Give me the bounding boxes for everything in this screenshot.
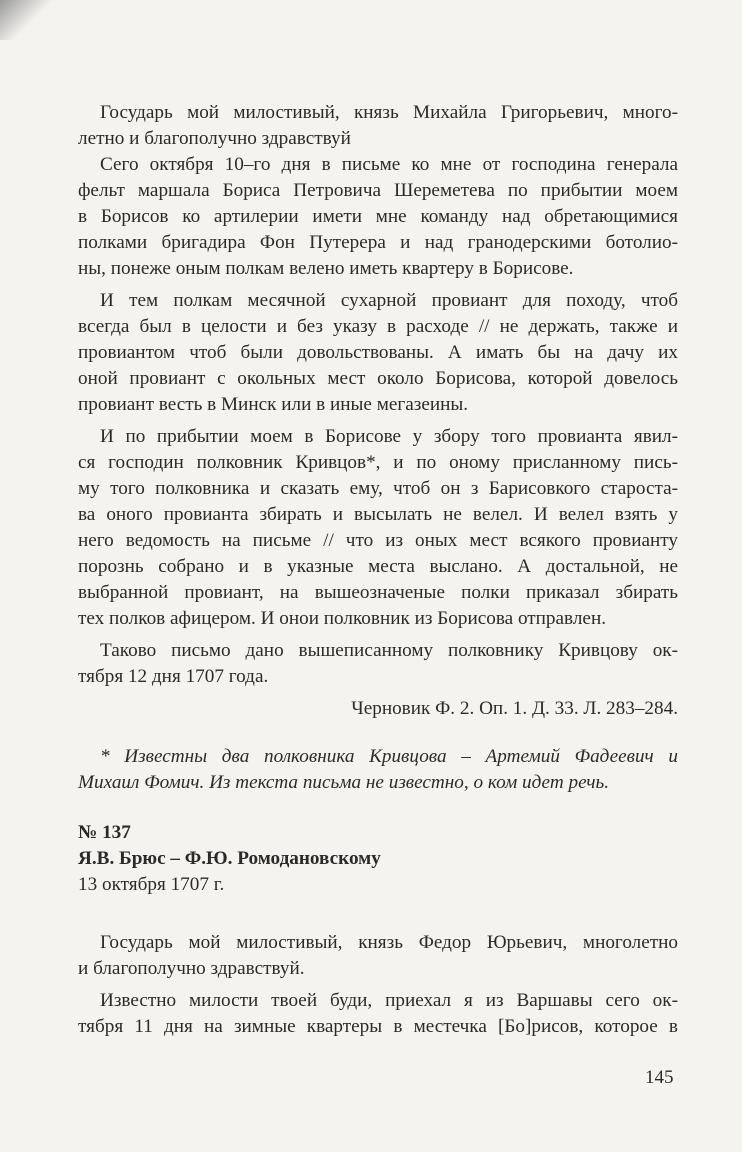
text-line: него ведомость на письме // что из оных мест всякого провианту	[78, 530, 678, 551]
scan-shadow	[0, 0, 60, 40]
text-line: всегда был в целости и без указу в расходе // не держать, также и	[78, 316, 678, 337]
text-line: И по прибытии моем в Борисове у збору того провианта явил-	[100, 426, 678, 447]
text-line: И тем полкам месячной сухарной провиант для походу, чтоб	[100, 290, 678, 311]
page-number: 145	[645, 1067, 674, 1088]
text-line: ны, понеже оным полкам велено иметь квартеру в Борисове.	[78, 258, 574, 279]
text-line: полками бригадира Фон Путерера и над гранодерскими ботолио-	[78, 232, 678, 253]
footnote-line: * Известны два полковника Кривцова – Артемий Фадеевич и	[100, 746, 678, 767]
text-line: оной провиант с окольных мест около Борисова, которой довелось	[78, 368, 678, 389]
document-date: 13 октября 1707 г.	[78, 874, 225, 895]
text-line: му того полковника и сказать ему, чтоб он з Барисовкого староста-	[78, 478, 678, 499]
text-line: тября 12 дня 1707 года.	[78, 666, 269, 687]
text-line: в Борисов ко артилерии имети мне команду над обретающимися	[78, 206, 678, 227]
document-heading: Я.В. Брюс – Ф.Ю. Ромодановскому	[78, 848, 381, 869]
text-line: выбранной провиант, на вышеозначеные полки приказал збирать	[78, 582, 678, 603]
text-line: порознь собрано и в указные места выслано. А достальной, не	[78, 556, 678, 577]
text-line: Сего октября 10–го дня в письме ко мне от господина генерала	[100, 154, 678, 175]
footnote-line: Михаил Фомич. Из текста письма не известно, о ком идет речь.	[78, 772, 610, 793]
text-line: ва оного провианта збирать и высылать не велел. И велел взять у	[78, 504, 678, 525]
text-line: тября 11 дня на зимные квартеры в местечка [Бо]рисов, которое в	[78, 1016, 678, 1037]
document-number: № 137	[78, 822, 131, 843]
text-line: летно и благополучно здравствуй	[78, 128, 351, 149]
text-line: Государь мой милостивый, князь Михайла Григорьевич, много-	[100, 102, 678, 123]
text-line: Государь мой милостивый, князь Федор Юрьевич, многолетно	[100, 932, 678, 953]
text-line: и благополучно здравствуй.	[78, 958, 305, 979]
text-line: фельт маршала Бориса Петровича Шереметева по прибытии моем	[78, 180, 678, 201]
text-line: ся господин полковник Кривцов*, и по оному присланному пись-	[78, 452, 678, 473]
archive-source: Черновик Ф. 2. Оп. 1. Д. 33. Л. 283–284.	[351, 698, 678, 719]
text-line: тех полков афицером. И онои полковник из Борисова отправлен.	[78, 608, 607, 629]
text-line: Известно милости твоей буди, приехал я из Варшавы сего ок-	[100, 990, 678, 1011]
text-line: провиант весть в Минск или в иные мегазеины.	[78, 394, 469, 415]
text-line: Таково письмо дано вышеписанному полковнику Кривцову ок-	[100, 640, 678, 661]
text-line: провиантом чтоб были довольствованы. А имать бы на дачу их	[78, 342, 678, 363]
